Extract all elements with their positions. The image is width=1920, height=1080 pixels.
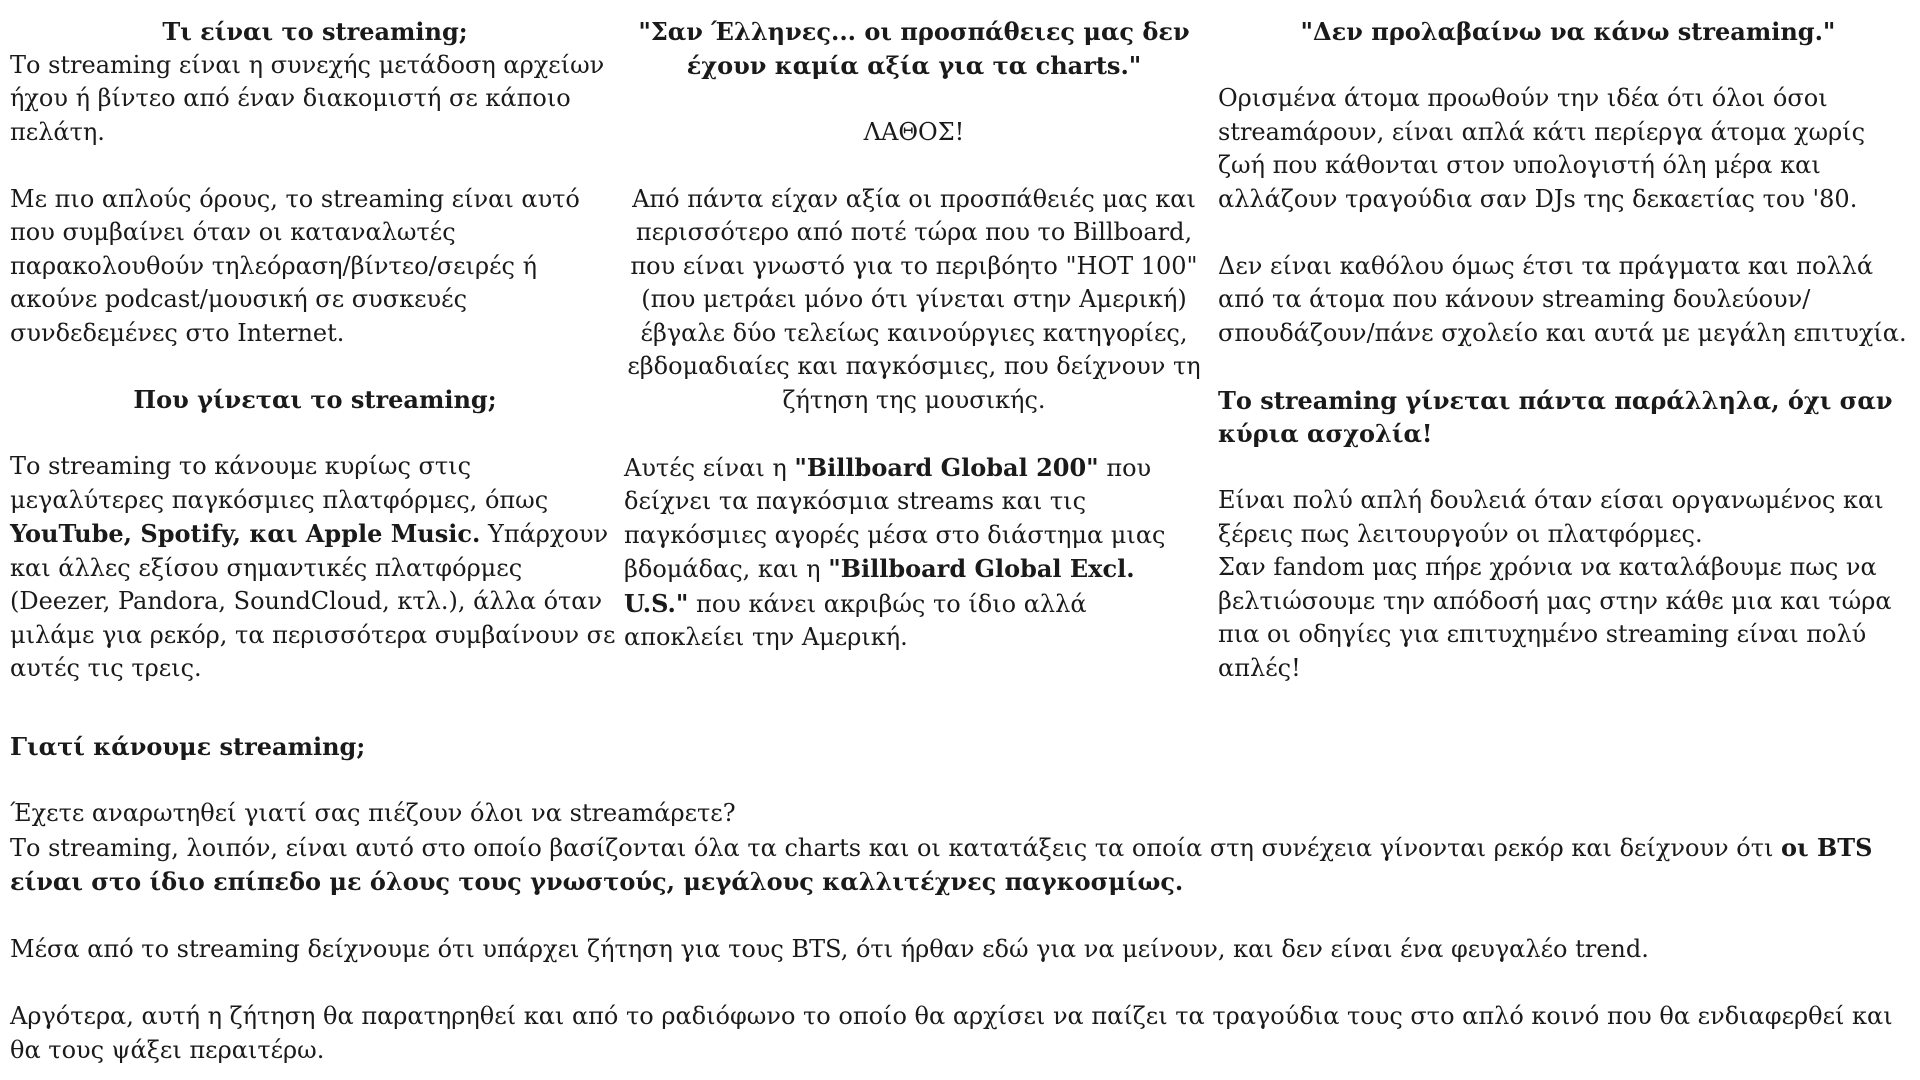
where-platforms-bold: YouTube, Spotify, και Apple Music.	[10, 519, 481, 548]
paragraph-reality: Δεν είναι καθόλου όμως έτσι τα πράγματα και πολλά από τα άτομα που κάνουν streaming δουλεύουν/σπουδάζουν/πάνε σχολείο και αυτά με μεγάλη επιτυχία.	[1218, 251, 1907, 347]
paragraph-what-simple-terms: Με πιο απλούς όρους, το streaming είναι αυτό που συμβαίνει όταν οι καταναλωτές παρακολουθούν τηλεόραση/βίντεο/σειρές ή ακούνε podcast/μουσική σε συσκευές συνδεδεμένες στο Internet.	[10, 184, 580, 347]
paragraph-billboard-categories: Από πάντα είχαν αξία οι προσπάθειές μας και περισσότερο από ποτέ τώρα που το Billboard, που είναι γνωστό για το περιβόητο "HOT 100" (που μετράει μόνο ότι γίνεται στην Αμερική) έβγαλε δύο τελείως καινούργιες κατηγορίες, εβδομαδιαίες και παγκόσμιες, που δείχνουν τη ζήτηση της μουσικής.	[627, 184, 1201, 414]
heading-no-time-quote: "Δεν προλαβαίνω να κάνω streaming."	[1300, 17, 1836, 46]
paragraph-radio: Αργότερα, αυτή η ζήτηση θα παρατηρηθεί και από το ραδιόφωνο το οποίο θα αρχίσει να παίζει τα τραγούδια τους στο απλό κοινό που θα ενδιαφερθεί και θα τους ψάξει περαιτέρω.	[10, 1002, 1893, 1064]
statement-parallel-streaming: Το streaming γίνεται πάντα παράλληλα, όχι σαν κύρια ασχολία!	[1218, 385, 1893, 448]
paragraph-billboard-charts	[624, 451, 1204, 655]
paragraph-fandom-guidelines: Σαν fandom μας πήρε χρόνια να καταλάβουμε πως να βελτιώσουμε την απόδοσή μας στην κάθε μια και τώρα πια οι οδηγίες για επιτυχημένο streaming είναι πολύ απλές!	[1218, 553, 1892, 682]
billboard-text-c: που κάνει ακριβώς το ίδιο αλλά αποκλείει την Αμερική.	[624, 589, 1087, 651]
middle-column	[624, 15, 1204, 655]
billboard-global-200: "Billboard Global 200"	[794, 452, 1099, 482]
where-text-before: Το streaming το κάνουμε κυρίως στις μεγαλύτερες παγκόσμιες πλατφόρμες, όπως	[10, 452, 549, 514]
paragraph-what-definition: Το streaming είναι η συνεχής μετάδοση αρχείων ήχου ή βίντεο από έναν διακομιστή σε κάποιο πελάτη.	[10, 50, 605, 146]
where-text-after: Υπάρχουν και άλλες εξίσου σημαντικές πλατφόρμες (Deezer, Pandora, SoundCloud, κτλ.), άλλα όταν μιλάμε για ρεκόρ, τα περισσότερα συμβαίνουν σε αυτές τις τρεις.	[10, 520, 616, 682]
paragraph-simple-job: Είναι πολύ απλή δουλειά όταν είσαι οργανωμένος και ξέρεις πως λειτουργούν οι πλατφόρμες.	[1218, 486, 1884, 548]
paragraph-where-platforms	[10, 450, 620, 686]
heading-where-is-streaming: Που γίνεται το streaming;	[133, 385, 497, 414]
right-column	[1218, 15, 1918, 685]
heading-what-is-streaming: Τι είναι το streaming;	[162, 17, 468, 46]
charts-basis-text: Το streaming, λοιπόν, είναι αυτό στο οποίο βασίζονται όλα τα charts και οι κατατάξεις τα οποία στη συνέχεια γίνονται ρεκόρ και δείχνουν ότι	[10, 833, 1782, 862]
bottom-section	[10, 730, 1910, 1067]
billboard-text-b: που δείχνει τα παγκόσμια streams και τις παγκόσμιες αγορές μέσα στο διάστημα μιας βδομάδας, και η	[624, 453, 1166, 583]
paragraph-demand: Μέσα από το streaming δείχνουμε ότι υπάρχει ζήτηση για τους BTS, ότι ήρθαν εδώ για να μείνουν, και δεν είναι ένα φευγαλέο trend.	[10, 935, 1649, 963]
question-why-pressured: Έχετε αναρωτηθεί γιατί σας πιέζουν όλοι να streamάρετε?	[10, 799, 736, 827]
bts-level-statement: οι BTS είναι στο ίδιο επίπεδο με όλους τους γνωστούς, μεγάλους καλλιτέχνες παγκοσμίως.	[10, 832, 1873, 896]
paragraph-stereotype: Ορισμένα άτομα προωθούν την ιδέα ότι όλοι όσοι streamάρουν, είναι απλά κάτι περίεργα άτομα χωρίς ζωή που κάθονται στον υπολογιστή όλη μέρα και αλλάζουν τραγούδια σαν DJs της δεκαετίας του '80.	[1218, 84, 1866, 213]
heading-greeks-quote: "Σαν Έλληνες... οι προσπάθειες μας δεν έχουν καμία αξία για τα charts."	[638, 17, 1190, 80]
paragraph-charts-basis	[10, 831, 1910, 900]
wrong-label: ΛΑΘΟΣ!	[863, 117, 965, 146]
left-column	[10, 15, 620, 686]
billboard-global-excl-us: "Billboard Global Excl. U.S."	[624, 554, 1135, 618]
heading-why-streaming: Γιατί κάνουμε streaming;	[10, 732, 366, 761]
billboard-text-a: Αυτές είναι η	[624, 453, 795, 482]
